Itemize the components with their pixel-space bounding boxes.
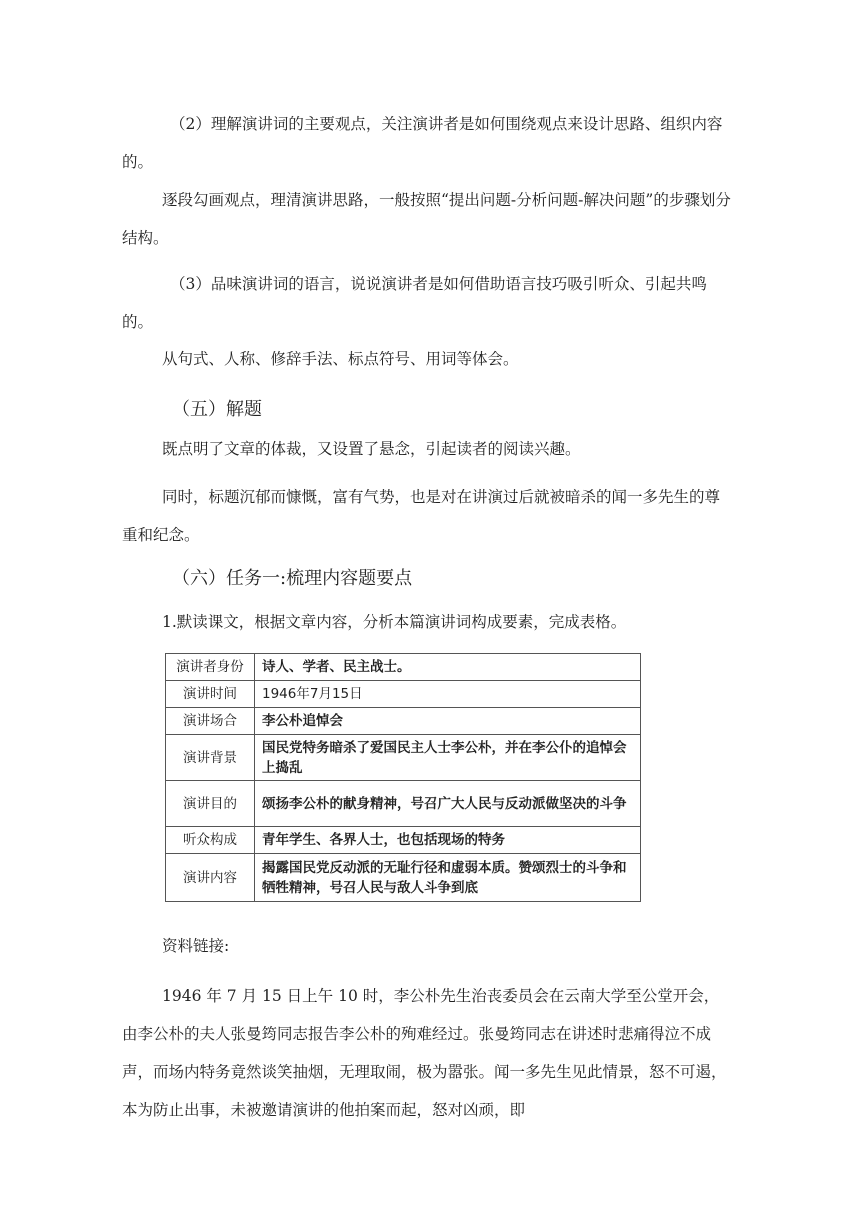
table-row xyxy=(166,781,641,827)
row-value: 1946年7月15日 xyxy=(255,681,641,708)
row-value: 青年学生、各界人士，也包括现场的特务 xyxy=(255,827,641,854)
speech-elements-table xyxy=(165,653,641,902)
heading-task-one: （六）任务一:梳理内容题要点 xyxy=(172,568,413,589)
row-value: 颂扬李公朴的献身精神，号召广大人民与反动派做坚决的斗争 xyxy=(255,781,641,827)
paragraph-structure: 逐段勾画观点，理清演讲思路，一般按照“提出问题-分析问题-解决问题”的步骤划分结构。 xyxy=(122,191,731,247)
row-value: 李公朴追悼会 xyxy=(255,708,641,735)
row-value: 揭露国民党反动派的无耻行径和虚弱本质。赞颂烈士的斗争和牺牲精神，号召人民与敌人斗争到底 xyxy=(255,854,641,902)
row-key: 演讲时间 xyxy=(166,681,255,708)
row-key: 演讲背景 xyxy=(166,735,255,781)
paragraph-viewpoint: （2）理解演讲词的主要观点，关注演讲者是如何围绕观点来设计思路、组织内容的。 xyxy=(122,115,723,171)
paragraph-aspects: 从句式、人称、修辞手法、标点符号、用词等体会。 xyxy=(162,350,519,368)
paragraph-background-story: 1946 年 7 月 15 日上午 10 时，李公朴先生治丧委员会在云南大学至公堂开会，由李公朴的夫人张曼筠同志报告李公朴的殉难经过。张曼筠同志在讲述时悲痛得泣不成声，而场内特务竟然谈笑抽烟，无理取闹，极为嚣张。闻一多先生见此情景，怒不可遏，本为防止出事，未被邀请演讲的他拍案而起，怒对凶顽，即 xyxy=(122,987,727,1119)
row-key: 听众构成 xyxy=(166,827,255,854)
table-row xyxy=(166,735,641,781)
row-value: 国民党特务暗杀了爱国民主人士李公朴，并在李公仆的追悼会上捣乱 xyxy=(255,735,641,781)
row-key: 演讲者身份 xyxy=(166,654,255,681)
paragraph-resource-link: 资料链接: xyxy=(162,937,230,955)
paragraph-instruction: 1.默读课文，根据文章内容，分析本篇演讲词构成要素，完成表格。 xyxy=(162,613,627,631)
table-row xyxy=(166,708,641,735)
row-key: 演讲内容 xyxy=(166,854,255,902)
table-row xyxy=(166,681,641,708)
paragraph-tribute: 同时，标题沉郁而慷慨，富有气势，也是对在讲演过后就被暗杀的闻一多先生的尊重和纪念。 xyxy=(122,488,721,544)
table-row xyxy=(166,654,641,681)
row-key: 演讲场合 xyxy=(166,708,255,735)
heading-title-analysis: （五）解题 xyxy=(172,399,262,420)
paragraph-genre: 既点明了文章的体裁，又设置了悬念，引起读者的阅读兴趣。 xyxy=(162,440,581,458)
paragraph-language: （3）品味演讲词的语言，说说演讲者是如何借助语言技巧吸引听众、引起共鸣的。 xyxy=(122,275,707,331)
row-key: 演讲目的 xyxy=(166,781,255,827)
row-value: 诗人、学者、民主战士。 xyxy=(255,654,641,681)
table-row xyxy=(166,854,641,902)
table-row xyxy=(166,827,641,854)
